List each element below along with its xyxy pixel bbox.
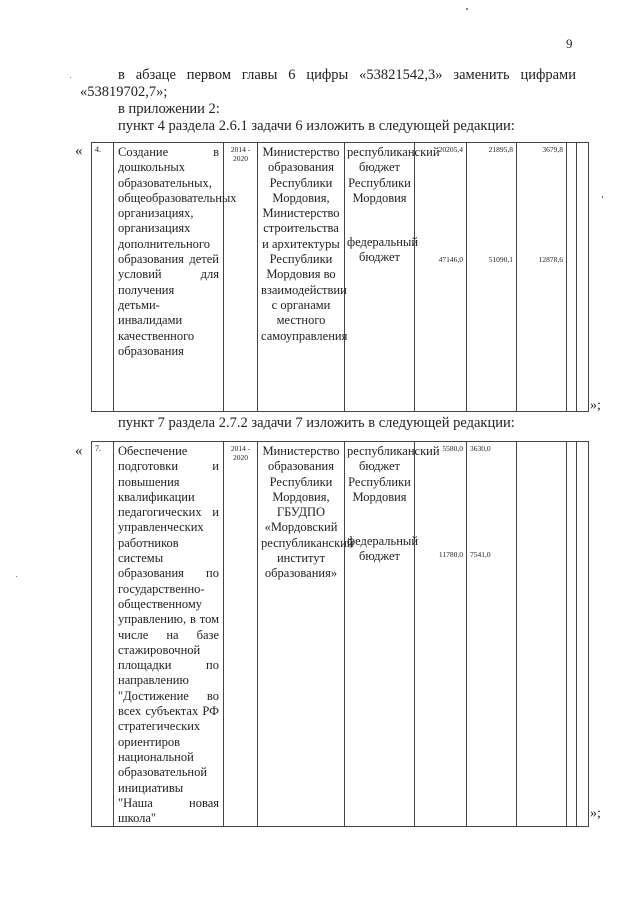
table2-col-5 xyxy=(577,442,589,827)
table1-measure-text: Создание в дошкольных образовательных, общеобразовательных организациях, организациях дополнительного образования детей условий для получения детьми-инвалидами качественного образования xyxy=(118,145,237,358)
table1-close-quote: »; xyxy=(590,398,601,413)
table2-val-1-1: 5580,0 xyxy=(442,444,463,453)
table2-val-2-1: 11780,0 xyxy=(438,550,463,559)
intro-line-3: в приложении 2: xyxy=(118,101,220,117)
table1-col-4 xyxy=(567,143,577,412)
table1-col-1 xyxy=(415,143,467,412)
scan-speck xyxy=(466,8,468,10)
table2-close-quote: »; xyxy=(590,806,601,821)
page-number: 9 xyxy=(566,36,573,51)
table1-val-2-2: 51090,1 xyxy=(488,255,513,264)
table1-sources xyxy=(345,143,440,412)
intro-line-1: в абзаце первом главы 6 цифры «53821542,3» заменить цифрами xyxy=(118,67,576,83)
mid-line: пункт 7 раздела 2.7.2 задачи 7 изложить в следующей редакции: xyxy=(118,415,515,431)
table2-col-4 xyxy=(567,442,577,827)
table2-row-number: 7. xyxy=(92,442,114,827)
table1-row-number: 4. xyxy=(92,143,114,412)
table1-executors: Министерство образования Республики Мордовия, Министерство строительства и архитектуры Республики Мордовия во взаимодействии с органами местного самоуправления xyxy=(258,143,345,412)
scan-speck xyxy=(16,576,17,577)
table1-val-1-1: 20205,4 xyxy=(438,145,463,154)
table1-col-2 xyxy=(467,143,517,412)
table2-period: 2014 - 2020 xyxy=(224,442,258,827)
table2-measure-text: Обеспечение подготовки и повышения квалификации педагогических и управленческих работников системы образования по государственно-общественному управлению, в том числе на базе стажировочной площадки по направлению "Достижение во всех субъектах РФ стратегических ориентиров национальной образовательной инициативы "Наша новая школа" xyxy=(118,444,219,826)
table2 xyxy=(91,441,589,827)
table1-period: 2014 - 2020 xyxy=(224,143,258,412)
table1-open-quote: « xyxy=(75,143,83,159)
intro-line-2: «53819702,7»; xyxy=(80,84,168,100)
table1-source-2: федеральный бюджет xyxy=(347,235,419,265)
table2-source-2: федеральный бюджет xyxy=(347,534,419,564)
table1-val-1-2: 21895,8 xyxy=(488,145,513,154)
table2-col-3 xyxy=(517,442,567,827)
table2-measure-name xyxy=(114,442,224,827)
table2-val-2-2: 7541,0 xyxy=(470,550,491,559)
scan-speck xyxy=(70,77,71,78)
table2-open-quote: « xyxy=(75,443,83,459)
table1-col-3 xyxy=(517,143,567,412)
table2-val-1-2: 3630,0 xyxy=(470,444,491,453)
intro-line-4: пункт 4 раздела 2.6.1 задачи 6 изложить в следующей редакции: xyxy=(118,118,515,134)
table1-source-1: республиканский бюджет Республики Мордовия xyxy=(347,145,440,205)
table2-source-1: республиканский бюджет Республики Мордовия xyxy=(347,444,440,504)
table2-col-2 xyxy=(467,442,517,827)
table2-col-1 xyxy=(415,442,467,827)
scan-speck xyxy=(602,196,603,198)
table2-sources xyxy=(345,442,440,827)
table2-executors: Министерство образования Республики Мордовия, ГБУДПО «Мордовский республиканский институт образования» xyxy=(258,442,345,827)
table1-val-2-3: 12878,6 xyxy=(538,255,563,264)
table1 xyxy=(91,142,589,412)
table1-col-5 xyxy=(577,143,589,412)
table1-val-2-1: 47146,0 xyxy=(438,255,463,264)
table1-measure-name xyxy=(114,143,237,412)
table1-val-1-3: 3679,8 xyxy=(542,145,563,154)
